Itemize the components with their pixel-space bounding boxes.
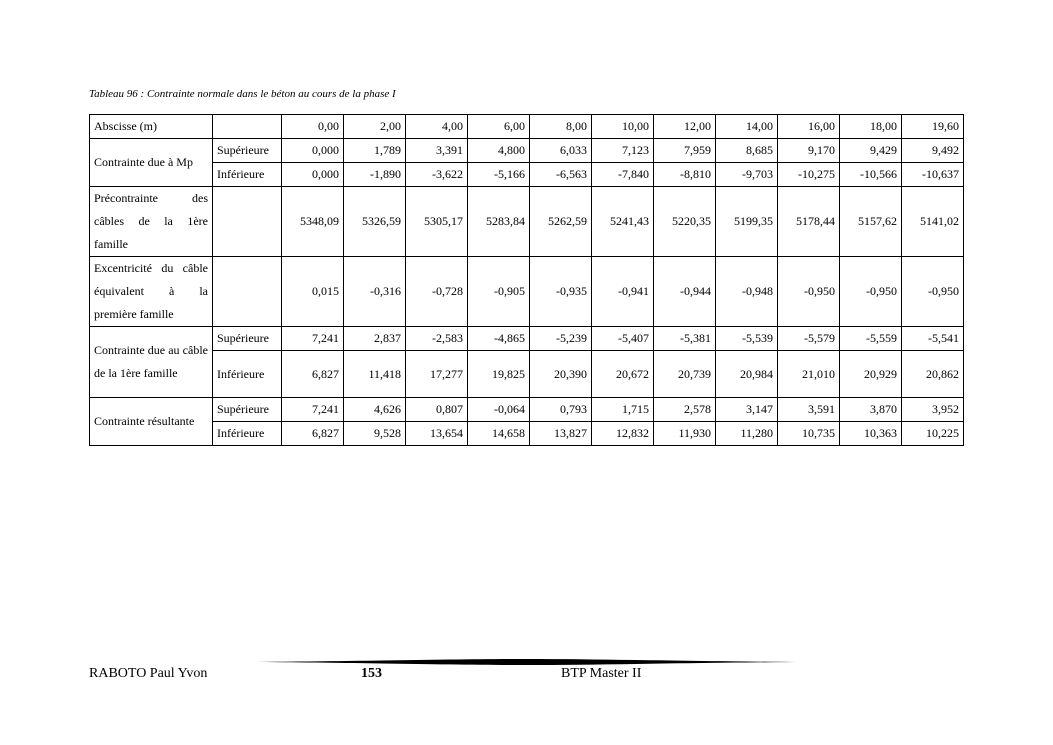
value-cell: -1,890 <box>344 163 406 187</box>
row-sublabel: Inférieure <box>213 422 282 446</box>
value-cell: 20,984 <box>716 351 778 398</box>
value-cell: 10,735 <box>778 422 840 446</box>
value-cell: -10,275 <box>778 163 840 187</box>
abscisse-value: 12,00 <box>654 115 716 139</box>
value-cell: 1,789 <box>344 139 406 163</box>
value-cell: -5,239 <box>530 327 592 351</box>
value-cell: 2,578 <box>654 398 716 422</box>
abscisse-value: 8,00 <box>530 115 592 139</box>
value-cell: 7,959 <box>654 139 716 163</box>
value-cell: -0,728 <box>406 257 468 327</box>
row-sublabel <box>213 187 282 257</box>
row-label: Précontrainte des câbles de la 1ère famille <box>90 187 213 257</box>
footer-divider <box>257 659 795 665</box>
value-cell: 3,391 <box>406 139 468 163</box>
row-label: Contrainte due au câble de la 1ère famille <box>90 327 213 398</box>
value-cell: -0,941 <box>592 257 654 327</box>
value-cell: 5262,59 <box>530 187 592 257</box>
value-cell: -0,944 <box>654 257 716 327</box>
value-cell: 5157,62 <box>840 187 902 257</box>
value-cell: -5,407 <box>592 327 654 351</box>
footer-program: BTP Master II <box>561 666 642 681</box>
table-caption: Tableau 96 : Contrainte normale dans le béton au cours de la phase I <box>89 88 396 100</box>
value-cell: -0,064 <box>468 398 530 422</box>
value-cell: 7,241 <box>282 327 344 351</box>
value-cell: 7,241 <box>282 398 344 422</box>
page-number: 153 <box>361 666 382 681</box>
value-cell: 20,862 <box>902 351 964 398</box>
value-cell: 13,654 <box>406 422 468 446</box>
value-cell: 5348,09 <box>282 187 344 257</box>
value-cell: 6,033 <box>530 139 592 163</box>
abscisse-label: Abscisse (m) <box>90 115 213 139</box>
row-sublabel: Supérieure <box>213 139 282 163</box>
value-cell: 0,000 <box>282 139 344 163</box>
value-cell: 5220,35 <box>654 187 716 257</box>
table-row <box>90 398 964 422</box>
table-row <box>90 163 964 187</box>
abscisse-value: 10,00 <box>592 115 654 139</box>
value-cell: 9,528 <box>344 422 406 446</box>
value-cell: 3,591 <box>778 398 840 422</box>
table-row <box>90 351 964 398</box>
abscisse-value: 2,00 <box>344 115 406 139</box>
value-cell: 5178,44 <box>778 187 840 257</box>
value-cell: -9,703 <box>716 163 778 187</box>
value-cell: 0,807 <box>406 398 468 422</box>
row-label: Contrainte résultante <box>90 398 213 446</box>
value-cell: -5,559 <box>840 327 902 351</box>
value-cell: 20,390 <box>530 351 592 398</box>
value-cell: 20,739 <box>654 351 716 398</box>
row-sublabel: Inférieure <box>213 351 282 398</box>
row-sublabel: Inférieure <box>213 163 282 187</box>
value-cell: 9,429 <box>840 139 902 163</box>
abscisse-value: 14,00 <box>716 115 778 139</box>
row-sublabel: Supérieure <box>213 398 282 422</box>
row-label: Contrainte due à Mp <box>90 139 213 187</box>
value-cell: 19,825 <box>468 351 530 398</box>
value-cell: 5141,02 <box>902 187 964 257</box>
value-cell: 5305,17 <box>406 187 468 257</box>
value-cell: -3,622 <box>406 163 468 187</box>
value-cell: 20,929 <box>840 351 902 398</box>
value-cell: 7,123 <box>592 139 654 163</box>
value-cell: 11,280 <box>716 422 778 446</box>
value-cell: 10,363 <box>840 422 902 446</box>
value-cell: -5,541 <box>902 327 964 351</box>
row-sublabel <box>213 257 282 327</box>
value-cell: 9,492 <box>902 139 964 163</box>
table-row <box>90 422 964 446</box>
value-cell: 6,827 <box>282 422 344 446</box>
value-cell: 20,672 <box>592 351 654 398</box>
empty-cell <box>213 115 282 139</box>
value-cell: -5,381 <box>654 327 716 351</box>
value-cell: -0,316 <box>344 257 406 327</box>
stress-table <box>89 114 964 446</box>
value-cell: -0,950 <box>778 257 840 327</box>
abscisse-value: 0,00 <box>282 115 344 139</box>
abscisse-value: 18,00 <box>840 115 902 139</box>
footer-author: RABOTO Paul Yvon <box>89 666 208 681</box>
value-cell: 4,626 <box>344 398 406 422</box>
value-cell: 17,277 <box>406 351 468 398</box>
value-cell: 13,827 <box>530 422 592 446</box>
value-cell: -0,935 <box>530 257 592 327</box>
abscisse-value: 6,00 <box>468 115 530 139</box>
value-cell: -5,166 <box>468 163 530 187</box>
value-cell: 0,015 <box>282 257 344 327</box>
value-cell: 21,010 <box>778 351 840 398</box>
value-cell: -0,948 <box>716 257 778 327</box>
value-cell: -10,637 <box>902 163 964 187</box>
value-cell: -0,950 <box>902 257 964 327</box>
value-cell: 0,000 <box>282 163 344 187</box>
value-cell: 5283,84 <box>468 187 530 257</box>
value-cell: -4,865 <box>468 327 530 351</box>
row-label: Excentricité du câble équivalent à la première famille <box>90 257 213 327</box>
value-cell: -0,905 <box>468 257 530 327</box>
value-cell: 3,147 <box>716 398 778 422</box>
abscisse-row <box>90 115 964 139</box>
table-row <box>90 139 964 163</box>
value-cell: 9,170 <box>778 139 840 163</box>
value-cell: 11,930 <box>654 422 716 446</box>
table-row <box>90 187 964 257</box>
value-cell: 6,827 <box>282 351 344 398</box>
value-cell: 3,870 <box>840 398 902 422</box>
value-cell: 5199,35 <box>716 187 778 257</box>
abscisse-value: 4,00 <box>406 115 468 139</box>
value-cell: 11,418 <box>344 351 406 398</box>
value-cell: -8,810 <box>654 163 716 187</box>
value-cell: -7,840 <box>592 163 654 187</box>
value-cell: -0,950 <box>840 257 902 327</box>
value-cell: 4,800 <box>468 139 530 163</box>
table-row <box>90 327 964 351</box>
value-cell: 10,225 <box>902 422 964 446</box>
row-sublabel: Supérieure <box>213 327 282 351</box>
value-cell: 0,793 <box>530 398 592 422</box>
value-cell: 14,658 <box>468 422 530 446</box>
value-cell: -5,579 <box>778 327 840 351</box>
value-cell: -6,563 <box>530 163 592 187</box>
value-cell: 2,837 <box>344 327 406 351</box>
value-cell: 3,952 <box>902 398 964 422</box>
value-cell: -10,566 <box>840 163 902 187</box>
value-cell: 12,832 <box>592 422 654 446</box>
table-row <box>90 257 964 327</box>
abscisse-value: 16,00 <box>778 115 840 139</box>
value-cell: 1,715 <box>592 398 654 422</box>
value-cell: -2,583 <box>406 327 468 351</box>
value-cell: 5241,43 <box>592 187 654 257</box>
value-cell: 5326,59 <box>344 187 406 257</box>
abscisse-value: 19,60 <box>902 115 964 139</box>
value-cell: 8,685 <box>716 139 778 163</box>
value-cell: -5,539 <box>716 327 778 351</box>
